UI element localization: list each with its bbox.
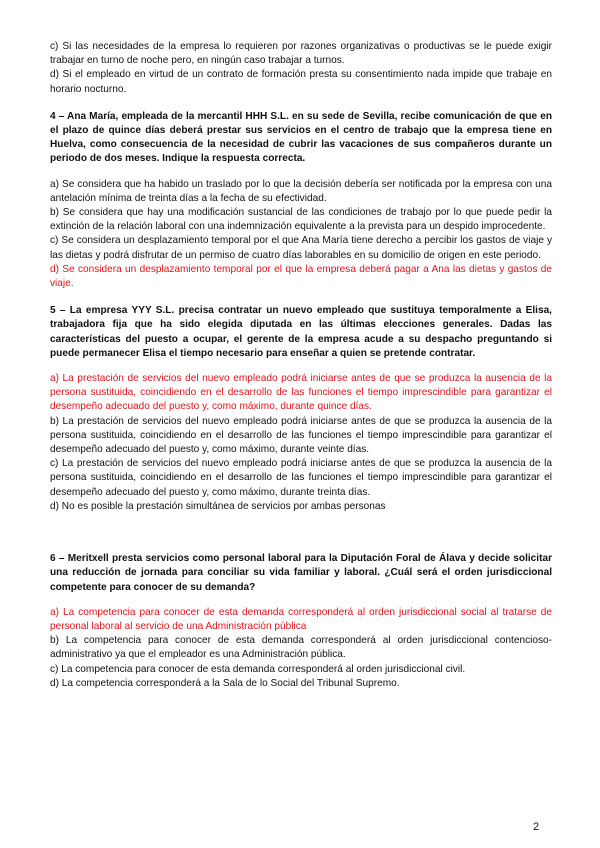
question-5-prompt: 5 – La empresa YYY S.L. precisa contratar un nuevo empleado que sustituya temporalmente a Elisa, trabajadora fija que ha sido elegida diputada en las últimas elecciones generales. Dadas las características del puesto a ocupar, el gerente de la empresa acude a su despacho preguntando si puede permanecer Elisa el tiempo necesario para enseñar a quien se pretende contratar.: [50, 305, 552, 359]
q4-option-b: b) Se considera que hay una modificación sustancial de las condiciones de trabajo por lo que puede pedir la extinción de la relación laboral con una indemnización equivalente a la prevista para un despido improcedente.: [50, 207, 552, 233]
q5-option-a-correct: a) La prestación de servicios del nuevo empleado podrá iniciarse antes de que se produzca la ausencia de la persona sustituida, coincidiendo en el desarrollo de las funciones el tiempo imprescindible para garantizar el desempeño adecuado del puesto y, como máximo, durante quince días.: [50, 373, 552, 413]
option-c: c) Si las necesidades de la empresa lo requieren por razones organizativas o productivas se le puede exigir trabajar en turno de noche pero, en ningún caso trabajar a turnos.: [50, 41, 552, 67]
q5-option-c: c) La prestación de servicios del nuevo empleado podrá iniciarse antes de que se produzca la ausencia de la persona sustituida, coincidiendo en el desarrollo de las funciones el tiempo imprescindible para garantizar el desempeño adecuado del puesto y, como máximo, durante treinta días.: [50, 458, 552, 498]
document-page: [50, 40, 552, 691]
q5-option-d: d) No es posible la prestación simultánea de servicios por ambas personas: [50, 500, 386, 512]
q4-option-c: c) Se considera un desplazamiento temporal por el que Ana María tiene derecho a percibir los gastos de viaje y las dietas y podrá disfrutar de un permiso de cuatro días laborables en su domicilio de origen en este periodo.: [50, 235, 552, 261]
option-d: d) Si el empleado en virtud de un contrato de formación presta su consentimiento nada impide que trabaje en horario nocturno.: [50, 69, 552, 95]
question-6-prompt: 6 – Meritxell presta servicios como personal laboral para la Diputación Foral de Álava y decide solicitar una reducción de jornada para conciliar su vida familiar y laboral. ¿Cuál será el orden jurisdiccional competente para conocer de su demanda?: [50, 553, 552, 593]
q6-option-b: b) La competencia para conocer de esta demanda corresponderá al orden jurisdiccional contencioso-administrativo ya que el empleador es una Administración pública.: [50, 635, 552, 661]
q6-option-d: d) La competencia corresponderá a la Sala de lo Social del Tribunal Supremo.: [50, 677, 400, 689]
q4-option-a: a) Se considera que ha habido un traslado por lo que la decisión debería ser notificada por la empresa con una antelación mínima de treinta días a la fecha de su efectividad.: [50, 178, 552, 204]
q4-option-d-correct: d) Se considera un desplazamiento temporal por el que la empresa deberá pagar a Ana las dietas y gastos de viaje.: [50, 263, 552, 290]
page-number: 2: [533, 821, 540, 833]
q5-option-b: b) La prestación de servicios del nuevo empleado podrá iniciarse antes de que se produzca la ausencia de la persona sustituida, coincidiendo en el desarrollo de las funciones el tiempo imprescindible para garantizar el desempeño adecuado del puesto y, como máximo, durante veinte días.: [50, 415, 552, 456]
question-4-prompt: 4 – Ana María, empleada de la mercantil HHH S.L. en su sede de Sevilla, recibe comunicación de que en el plazo de quince días deberá prestar sus servicios en el centro de trabajo que la empresa tiene en Huelva, como consecuencia de la necesidad de cubrir las vacaciones de sus compañeros durante un periodo de dos meses. Indique la respuesta correcta.: [50, 110, 552, 165]
q6-option-c: c) La competencia para conocer de esta demanda corresponderá al orden jurisdiccional civil.: [50, 663, 466, 675]
q6-option-a-correct: a) La competencia para conocer de esta demanda corresponderá al orden jurisdiccional social al tratarse de personal laboral al servicio de una Administración pública: [50, 606, 552, 632]
